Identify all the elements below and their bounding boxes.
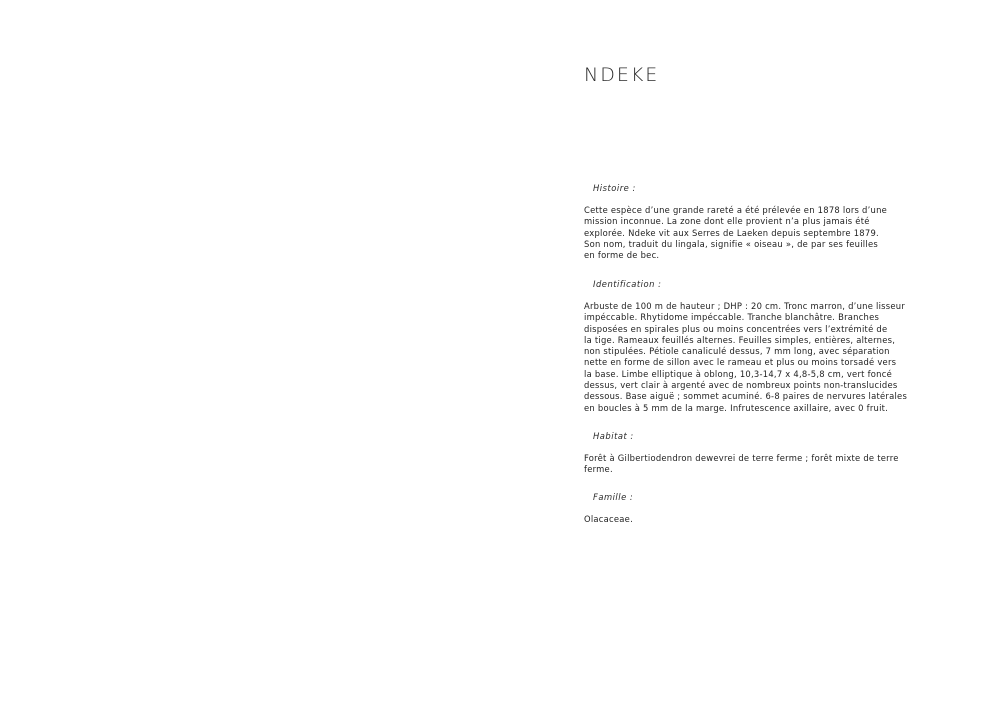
paragraph-famille <box>584 514 633 525</box>
paragraph-histoire <box>584 205 887 261</box>
histoire-line: en forme de bec. <box>584 250 660 261</box>
identification-line: dessus, vert clair à argenté avec de nombreux points non-translucides <box>584 380 898 391</box>
paragraph-habitat <box>584 453 899 476</box>
plant-description-page <box>584 0 944 709</box>
identification-line: nette en forme de sillon avec le rameau et plus ou moins torsadé vers <box>584 357 897 368</box>
identification-line: non stipulées. Pétiole canaliculé dessus, 7 mm long, avec séparation <box>584 346 890 357</box>
habitat-line: Forêt à Gilbertiodendron dewevrei de terre ferme ; forêt mixte de terre <box>584 453 899 463</box>
paragraph-identification <box>584 301 907 414</box>
identification-line: la base. Limbe elliptique à oblong, 10,3-14,7 x 4,8-5,8 cm, vert foncé <box>584 368 892 379</box>
identification-line: la tige. Rameaux feuillés alternes. Feuilles simples, entières, alternes, <box>584 334 896 345</box>
identification-line: disposées en spirales plus ou moins concentrées vers l’extrémité de <box>584 323 888 334</box>
histoire-line: mission inconnue. La zone dont elle provient n’a plus jamais été <box>584 216 870 227</box>
histoire-line: explorée. Ndeke vit aux Serres de Laeken depuis septembre 1879. <box>584 227 879 238</box>
identification-line: Arbuste de 100 m de hauteur ; DHP : 20 cm. Tronc marron, d’une lisseur <box>584 301 906 311</box>
page-title: NDEKE <box>584 64 660 86</box>
section-label-histoire: Histoire : <box>593 183 636 193</box>
histoire-line: Son nom, traduit du lingala, signifie « oiseau », de par ses feuilles <box>584 238 878 249</box>
section-label-identification: Identification : <box>593 279 662 289</box>
section-label-famille: Famille : <box>593 492 634 502</box>
section-label-habitat: Habitat : <box>593 431 634 441</box>
identification-line: en boucles à 5 mm de la marge. Infrutescence axillaire, avec 0 fruit. <box>584 402 889 413</box>
habitat-line: ferme. <box>584 464 613 475</box>
famille-line: Olacaceae. <box>584 514 633 524</box>
identification-line: dessous. Base aiguë ; sommet acuminé. 6-8 paires de nervures latérales <box>584 391 908 402</box>
identification-line: impéccable. Rhytidome impéccable. Tranche blanchâtre. Branches <box>584 312 880 323</box>
histoire-line: Cette espèce d’une grande rareté a été prélevée en 1878 lors d’une <box>584 205 888 215</box>
